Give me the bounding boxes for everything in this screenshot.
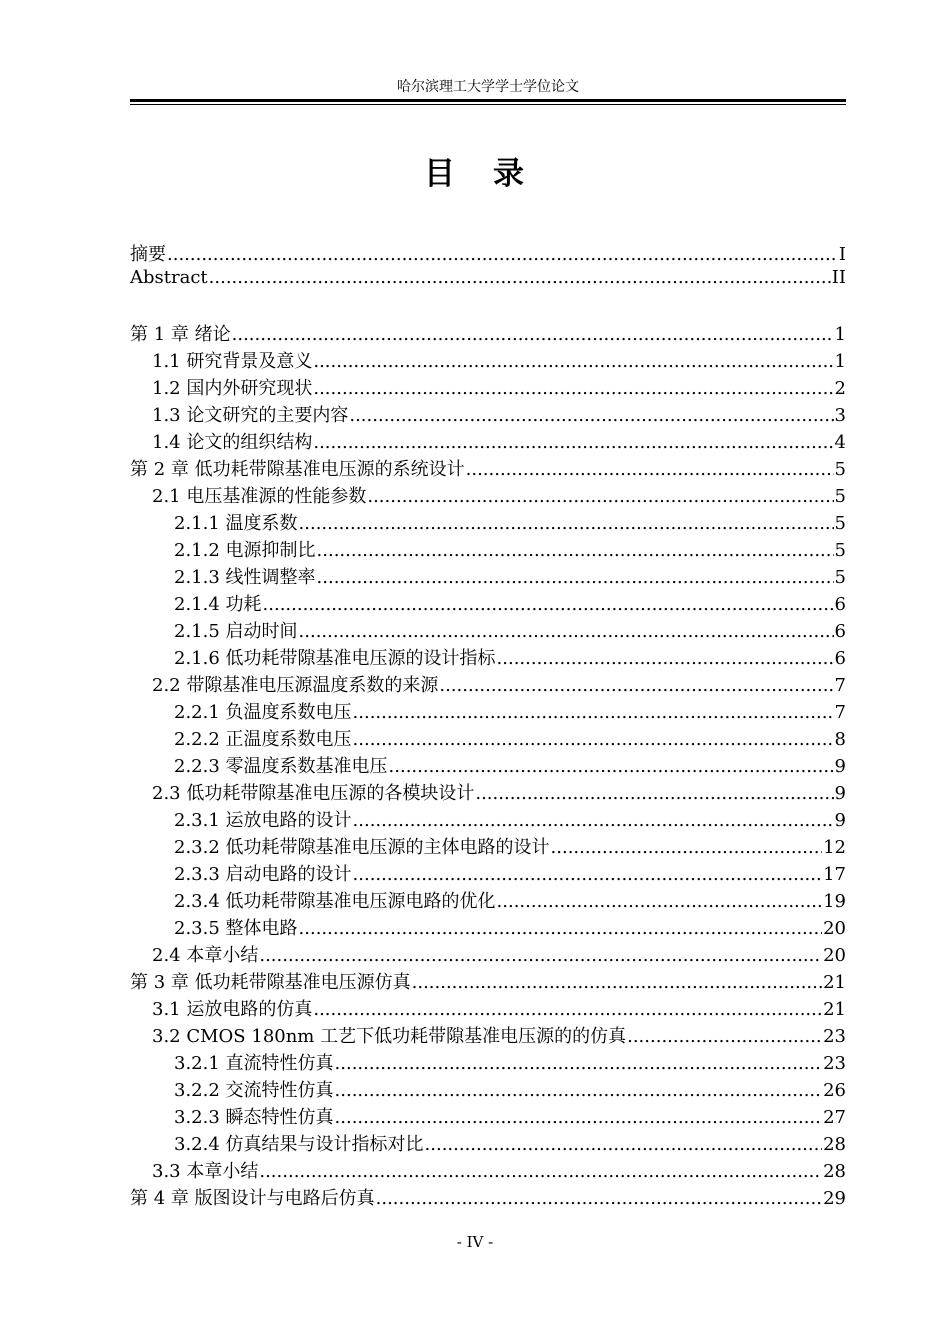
toc-entry[interactable] [130,671,846,698]
toc-entry-page: II [831,267,846,288]
toc-dot-leader [335,1107,823,1128]
toc-entry-label: 2.2.1 负温度系数电压 [174,702,352,723]
toc-entry-page: 27 [823,1107,846,1128]
toc-entry-label: 2.2 带隙基准电压源温度系数的来源 [152,675,439,696]
toc-entry-page: 1 [834,351,846,372]
toc-entry[interactable] [130,1103,846,1130]
toc-entry-page: 2 [834,378,846,399]
toc-entry-page: 12 [823,837,846,858]
toc-dot-leader [209,267,831,288]
toc-entry-page: 9 [834,756,846,777]
header-rule-thick [130,99,846,102]
toc-dot-leader [353,729,834,750]
toc-entry[interactable] [130,698,846,725]
toc-dot-leader [317,540,834,561]
toc-entry[interactable] [130,806,846,833]
toc-entry[interactable] [130,1130,846,1157]
toc-entry[interactable] [130,240,846,267]
toc-dot-leader [376,1188,822,1209]
toc-entry[interactable] [130,509,846,536]
toc-entry-page: 20 [823,918,846,939]
toc-entry-page: 5 [834,486,846,507]
toc-entry-page: 7 [834,702,846,723]
toc-entry-label: 摘要 [130,244,166,265]
toc-entry-page: 6 [834,621,846,642]
toc-entry-label: 3.2.2 交流特性仿真 [174,1080,334,1101]
toc-dot-leader [335,1080,823,1101]
toc-entry-label: 1.1 研究背景及意义 [152,351,313,372]
toc-entry-label: 2.3.2 低功耗带隙基准电压源的主体电路的设计 [174,837,550,858]
toc-entry-page: 21 [823,999,846,1020]
toc-entry-page: 28 [823,1134,846,1155]
toc-entry[interactable] [130,482,846,509]
toc-entry-label: 2.2.2 正温度系数电压 [174,729,352,750]
toc-dot-leader [259,945,822,966]
toc-entry[interactable] [130,320,846,347]
toc-entry-page: 23 [823,1053,846,1074]
title-char-2: 录 [493,156,526,192]
toc-dot-leader [299,918,823,939]
toc-entry-label: 3.1 运放电路的仿真 [152,999,313,1020]
toc-dot-leader [299,513,834,534]
toc-entry-page: 5 [834,567,846,588]
toc-entry-label: 2.1.6 低功耗带隙基准电压源的设计指标 [174,648,496,669]
toc-entry-label: 2.3.5 整体电路 [174,918,298,939]
toc-dot-leader [313,378,833,399]
toc-entry[interactable] [130,1022,846,1049]
toc-entry-page: 5 [834,513,846,534]
toc-entry-page: 6 [834,648,846,669]
toc-dot-leader [353,864,823,885]
toc-entry-label: 1.2 国内外研究现状 [152,378,313,399]
toc-entry-label: 2.3.4 低功耗带隙基准电压源电路的优化 [174,891,496,912]
toc-entry-page: 7 [834,675,846,696]
toc-dot-leader [259,1161,822,1182]
toc-dot-leader [313,432,833,453]
toc-entry[interactable] [130,1184,846,1211]
toc-dot-leader [389,756,834,777]
toc-entry[interactable] [130,914,846,941]
toc-entry-label: 1.3 论文研究的主要内容 [152,405,349,426]
toc-entry[interactable] [130,725,846,752]
toc-entry-label: 第 2 章 低功耗带隙基准电压源的系统设计 [130,459,465,480]
toc-entry[interactable] [130,1157,846,1184]
toc-entry-page: 17 [823,864,846,885]
toc-entry-page: 29 [823,1188,846,1209]
toc-dot-leader [313,999,822,1020]
toc-entry-label: 2.1.1 温度系数 [174,513,298,534]
toc-dot-leader [497,891,823,912]
toc-entry-page: 3 [834,405,846,426]
toc-entry-page: 5 [834,540,846,561]
toc-entry[interactable] [130,833,846,860]
toc-entry[interactable] [130,1076,846,1103]
toc-entry[interactable] [130,401,846,428]
toc-entry-label: 2.2.3 零温度系数基准电压 [174,756,388,777]
toc-entry-label: 2.1.3 线性调整率 [174,567,316,588]
toc-entry[interactable] [130,347,846,374]
toc-entry[interactable] [130,860,846,887]
toc-entry[interactable] [130,267,846,294]
page-title [0,154,950,194]
toc-dot-leader [232,324,834,345]
toc-entry-label: 3.2 CMOS 180nm 工艺下低功耗带隙基准电压源的的仿真 [152,1026,627,1047]
toc-dot-leader [551,837,823,858]
toc-dot-leader [353,810,834,831]
page-number: - IV - [456,1233,494,1251]
toc-entry-label: 2.1.2 电源抑制比 [174,540,316,561]
toc-entry-page: 1 [834,324,846,345]
toc-entry[interactable] [130,995,846,1022]
toc-entry[interactable] [130,536,846,563]
toc-dot-leader [167,244,838,265]
toc-entry-page: 21 [823,972,846,993]
toc-dot-leader [299,621,834,642]
toc-dot-leader [627,1026,822,1047]
toc-entry-label: 2.3.3 启动电路的设计 [174,864,352,885]
toc-entry[interactable] [130,374,846,401]
toc-entry-label: 3.2.3 瞬态特性仿真 [174,1107,334,1128]
toc-entry[interactable] [130,455,846,482]
toc-entry-page: 28 [823,1161,846,1182]
toc-entry-label: 1.4 论文的组织结构 [152,432,313,453]
toc-dot-leader [335,1053,823,1074]
toc-dot-leader [263,594,834,615]
running-header: 哈尔滨理工大学学士学位论文 [397,79,579,95]
toc-entry-page: 23 [823,1026,846,1047]
toc-dot-leader [425,1134,823,1155]
toc-entry[interactable] [130,428,846,455]
toc-dot-leader [349,405,833,426]
toc-entry-label: 3.3 本章小结 [152,1161,259,1182]
title-char-1: 目 [424,156,457,192]
toc-entry-page: 19 [823,891,846,912]
toc-entry-label: 第 4 章 版图设计与电路后仿真 [130,1188,375,1209]
toc-entry-page: 5 [834,459,846,480]
toc-dot-leader [466,459,834,480]
toc-entry-label: 2.3 低功耗带隙基准电压源的各模块设计 [152,783,475,804]
toc-dot-leader [475,783,833,804]
toc-entry-page: 9 [834,783,846,804]
toc-entry-label: 2.1.4 功耗 [174,594,262,615]
toc-dot-leader [412,972,822,993]
toc-entry[interactable] [130,779,846,806]
toc-dot-leader [317,567,834,588]
toc-entry-label: 2.1.5 启动时间 [174,621,298,642]
toc-entry-label: 2.3.1 运放电路的设计 [174,810,352,831]
toc-entry[interactable] [130,887,846,914]
toc-dot-leader [313,351,833,372]
toc-entry-page: 8 [834,729,846,750]
toc-entry[interactable] [130,563,846,590]
header-rule-thin [130,104,846,105]
toc-entry-label: 第 1 章 绪论 [130,324,231,345]
toc-entry[interactable] [130,617,846,644]
toc-dot-leader [439,675,833,696]
toc-entry-label: 2.1 电压基准源的性能参数 [152,486,367,507]
toc-entry[interactable] [130,968,846,995]
toc-entry-label: Abstract [130,267,208,288]
toc-entry-label: 3.2.1 直流特性仿真 [174,1053,334,1074]
toc-entry-label: 2.4 本章小结 [152,945,259,966]
toc-dot-leader [367,486,833,507]
toc-entry-page: I [838,244,846,265]
toc-entry-label: 第 3 章 低功耗带隙基准电压源仿真 [130,972,411,993]
toc-entry[interactable] [130,644,846,671]
toc-dot-leader [497,648,834,669]
toc-entry-page: 6 [834,594,846,615]
toc-entry[interactable] [130,1049,846,1076]
toc-entry-page: 4 [834,432,846,453]
toc-entry[interactable] [130,590,846,617]
toc-entry[interactable] [130,941,846,968]
toc-entry-label: 3.2.4 仿真结果与设计指标对比 [174,1134,424,1155]
toc-entry-page: 9 [834,810,846,831]
toc-entry-page: 26 [823,1080,846,1101]
toc-entry[interactable] [130,752,846,779]
toc-dot-leader [353,702,834,723]
toc-entry-page: 20 [823,945,846,966]
